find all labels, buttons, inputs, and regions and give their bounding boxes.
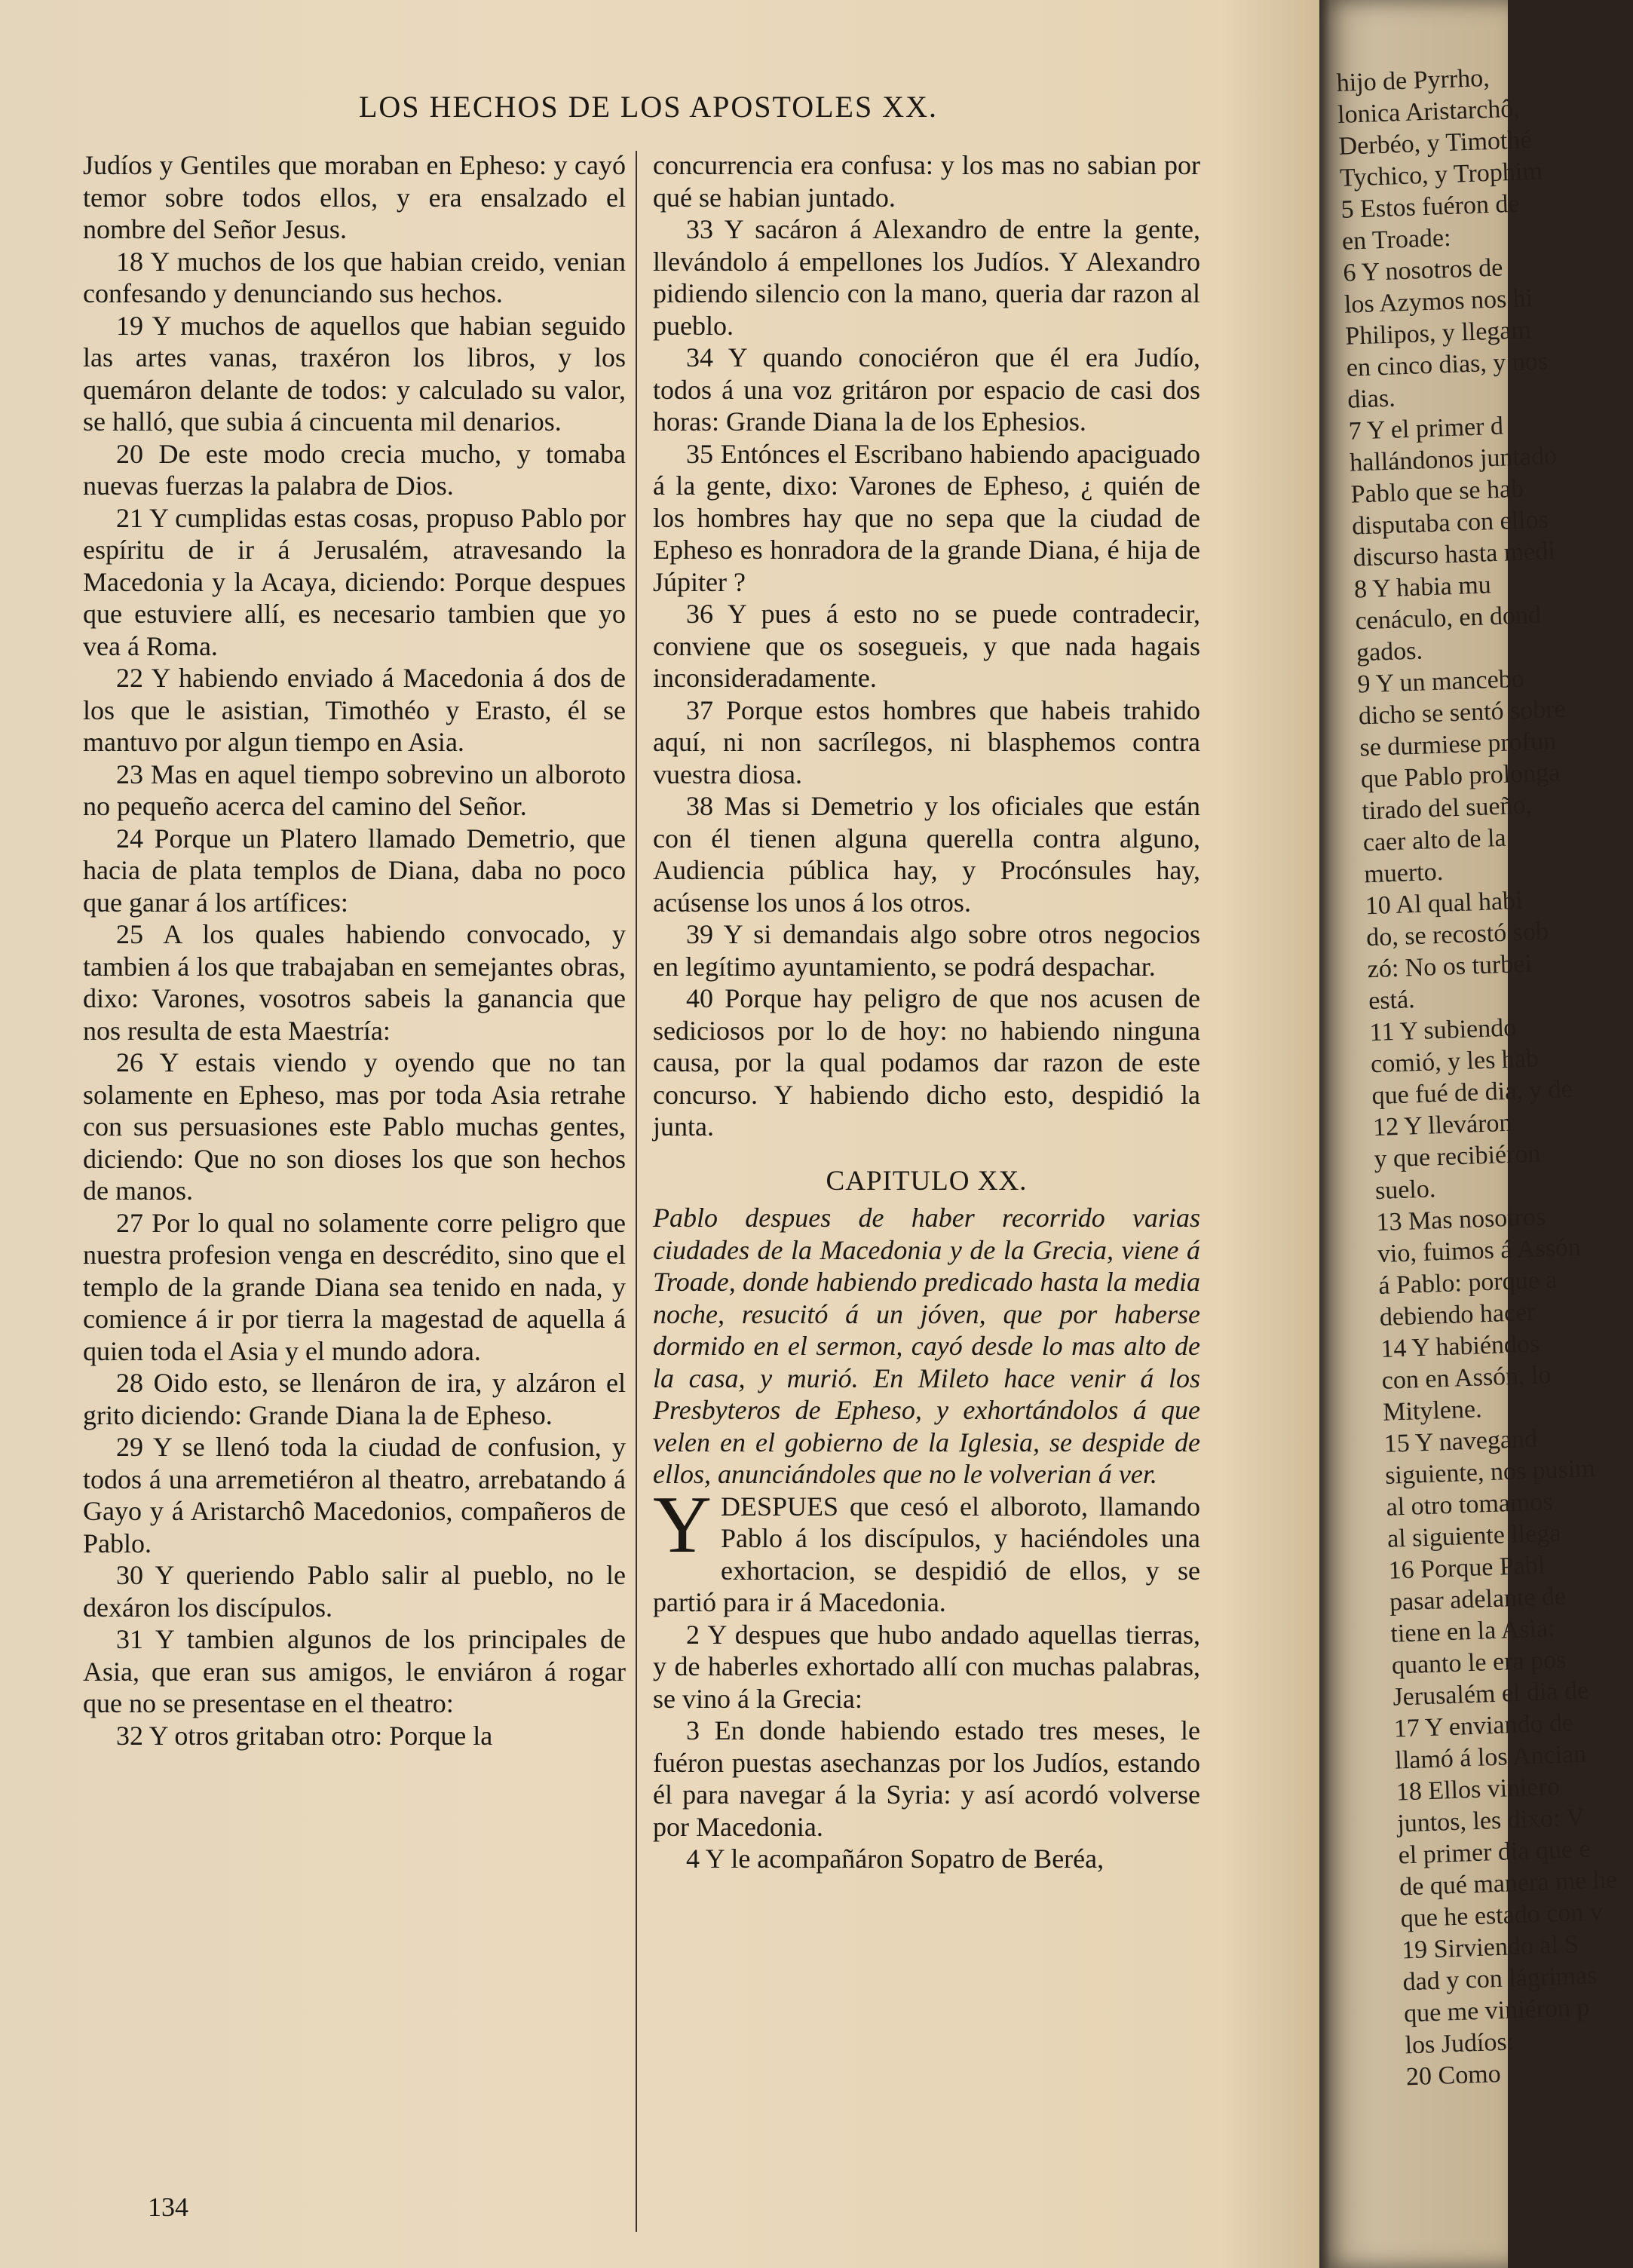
verse-paragraph: 2 Y despues que hubo andado aquellas tierras, y de haberles exhortado allí con muchas palabras, se vino á la Grecia: xyxy=(653,1619,1200,1714)
facing-page-line: cenáculo, en dond xyxy=(1354,600,1542,636)
facing-page-line: 6 Y nosotros de xyxy=(1342,253,1503,287)
facing-page-line: 15 Y navegand xyxy=(1383,1424,1538,1458)
facing-page-line: en cinco dias, y nos xyxy=(1346,347,1549,382)
facing-page-line: que fué de dia, y de xyxy=(1371,1074,1573,1111)
verse-paragraph: 30 Y queriendo Pablo salir al pueblo, no le dexáron los discípulos. xyxy=(83,1560,626,1623)
facing-page-line: dad y con lágrimas xyxy=(1402,1961,1598,1997)
facing-page-line: 11 Y subiendo xyxy=(1369,1013,1517,1047)
facing-page-line: 9 Y un mancebo xyxy=(1356,664,1525,699)
facing-page-line: 8 Y habia mu xyxy=(1353,571,1492,604)
facing-page-line: que Pablo prolonga xyxy=(1360,759,1561,794)
verse-paragraph: 28 Oido esto, se llenáron de ira, y alzáron el grito diciendo: Grande Diana la de Epheso. xyxy=(83,1368,626,1430)
verse-paragraph: 36 Y pues á esto no se puede contradecir, conviene que os sosegueis, y que nada hagais inconsideradamente. xyxy=(653,599,1200,693)
facing-page-line: pasar adelante de xyxy=(1389,1582,1567,1617)
verse-paragraph: 22 Y habiendo enviado á Macedonia á dos de los que le asistian, Timothéo y Erasto, él se mantuvo por algun tiempo en Asia. xyxy=(83,663,626,757)
facing-page-line: zó: No os turbei xyxy=(1367,949,1533,984)
facing-page-line: juntos, les dixo: V xyxy=(1396,1803,1586,1838)
facing-page-line: quanto le era pos xyxy=(1391,1645,1567,1680)
facing-page-line: lonica Aristarchô, xyxy=(1337,94,1521,129)
facing-page-line: el primer dia que e xyxy=(1398,1834,1592,1870)
verse-paragraph: 20 De este modo crecia mucho, y tomaba nuevas fuerzas la palabra de Dios. xyxy=(83,438,626,501)
facing-page-line: 10 Al qual habi xyxy=(1365,887,1524,921)
facing-page-line: vio, fuimos á Assón xyxy=(1377,1233,1582,1269)
verse-paragraph: 40 Porque hay peligro de que nos acusen de sediciosos por lo de hoy: no habiendo ninguna causa, por la qual podamos dar razon de este concurso. Y habiendo dicho esto, despidió la junta. xyxy=(653,983,1200,1142)
facing-page-line: dicho se sentó sobre xyxy=(1358,694,1567,731)
facing-page-line: llamó á los Ancian xyxy=(1394,1739,1587,1775)
facing-page-line: 20 Como xyxy=(1405,2060,1502,2092)
verse-paragraph: 37 Porque estos hombres que habeis trahido aquí, ni non sacrílegos, ni blasphemos contra vuestra diosa. xyxy=(653,694,1200,789)
facing-page-line: se durmiese profun xyxy=(1359,727,1557,762)
verse-paragraph: 23 Mas en aquel tiempo sobrevino un alboroto no pequeño acerca del camino del Señor. xyxy=(83,759,626,821)
chapter-first-verse xyxy=(653,1479,1200,1619)
facing-page-line: Jerusalém el dia de xyxy=(1392,1676,1589,1712)
facing-page-line: gados. xyxy=(1356,636,1423,667)
running-header: LOS HECHOS DE LOS APOSTOLES XX. xyxy=(358,90,938,124)
facing-page-line: do, se recostó sob xyxy=(1365,917,1549,952)
facing-page-line: caer alto de la xyxy=(1362,823,1507,857)
verse-paragraph: 4 Y le acompañáron Sopatro de Beréa, xyxy=(686,1844,1104,1874)
verse-paragraph: 21 Y cumplidas estas cosas, propuso Pablo por espíritu de ir á Jerusalém, atravesando la Macedonia y la Acaya, diciendo: Porque despues que estuviere allí, es necesario tambien que yo vea á Roma. xyxy=(83,502,626,661)
facing-page-line: comió, y les hab xyxy=(1370,1044,1540,1079)
verse-paragraph: 3 En donde habiendo estado tres meses, le fuéron puestas asechanzas por los Judíos, estando él para navegar á la Syria: y así acordó volverse por Macedonia. xyxy=(653,1715,1200,1842)
facing-page-line: 18 Ellos viniero xyxy=(1396,1773,1561,1807)
verse-paragraph: 29 Y se llenó toda la ciudad de confusion, y todos á una arremetiéron al theatro, arrebatando á Gayo y á Aristarchô Macedonios, compañeros de Pablo. xyxy=(83,1432,626,1558)
verse-paragraph: 35 Entónces el Escribano habiendo apaciguado á la gente, dixo: Varones de Epheso, ¿ quién de los hombres hay que no sepa que la ciudad de Epheso es honradora de la grande Diana, é hija de Júpiter ? xyxy=(653,438,1200,597)
chapter-title: CAPITULO XX. xyxy=(826,1165,1028,1197)
verse-paragraph: 18 Y muchos de los que habian creido, venian confesando y denunciando sus hechos. xyxy=(83,246,626,308)
verse-paragraph: 19 Y muchos de aquellos que habian seguido las artes vanas, traxéron los libros, y los quemáron delante de todos: y calculado su valor, se halló, que subia á cincuenta mil denarios. xyxy=(83,310,626,437)
facing-page-line: 13 Mas nosotros xyxy=(1375,1203,1546,1237)
verse-paragraph: 32 Y otros gritaban otro: Porque la xyxy=(116,1720,493,1751)
facing-page-line: muerto. xyxy=(1363,857,1444,889)
right-column-verses-after xyxy=(653,1619,1200,1875)
verse-paragraph: Judíos y Gentiles que moraban en Epheso: y cayó temor sobre todos ellos, y era ensalzado el nombre del Señor Jesus. xyxy=(83,150,626,244)
facing-page-line: discurso hasta medi xyxy=(1353,537,1556,572)
verse-paragraph: 33 Y sacáron á Alexandro de entre la gente, llevándolo á empellones los Judíos. Y Alexandro pidiendo silencio con la mano, queria dar razon al pueblo. xyxy=(653,214,1200,341)
facing-page-line: en Troade: xyxy=(1341,223,1452,256)
chapter-summary: Pablo despues de haber recorrido varias ciudades de la Macedonia y de la Grecia, viene á Troade, donde habiendo predicado hasta la media noche, resucitó á un jóven, que por haberse dormido en el sermon, cayó desde lo mas alto de la casa, y murió. En Mileto hace venir á los Presbyteros de Epheso, y exhortándolos á que velen en el gobierno de la Iglesia, se despide de ellos, anunciándoles que no le volverian á ver. xyxy=(653,1203,1200,1489)
facing-page-line: 14 Y habiéndos xyxy=(1380,1329,1540,1363)
facing-page-line: Mitylene. xyxy=(1382,1395,1483,1427)
facing-page-line: debiendo hacer xyxy=(1379,1298,1536,1332)
facing-page-line: siguiente, nos pusim xyxy=(1384,1454,1596,1490)
column-divider xyxy=(636,151,637,2232)
facing-page-line: 17 Y enviando de xyxy=(1393,1709,1574,1743)
facing-page-line: 19 Sirviendo al S xyxy=(1401,1930,1579,1965)
verse-paragraph: 39 Y si demandais algo sobre otros negocios en legítimo ayuntamiento, se podrá despachar. xyxy=(653,919,1200,982)
facing-page-line: al siguiente llega xyxy=(1386,1519,1562,1553)
verse-paragraph: 24 Porque un Platero llamado Demetrio, que hacia de plata templos de Diana, daba no poco que ganar á los artífices: xyxy=(83,823,626,918)
facing-page-line: con en Assón, lo xyxy=(1381,1361,1552,1395)
facing-page-line: á Pablo: porque a xyxy=(1377,1265,1558,1301)
verse-paragraph: 27 Por lo qual no solamente corre peligro que nuestra profesion venga en descrédito, sino que el templo de la grande Diana sea tenido en nada, y comience á ir por tierra la magestad de aquella á quien toda el Asia y el mundo adora. xyxy=(83,1207,626,1366)
facing-page-edge xyxy=(1319,0,1618,2268)
facing-page-line: hijo de Pyrrho, xyxy=(1336,63,1491,97)
facing-page-line: 5 Estos fuéron de xyxy=(1340,189,1521,224)
facing-page-line: Tychico, y Trophim xyxy=(1339,157,1543,192)
facing-page-line: los Judíos: xyxy=(1404,2027,1515,2060)
facing-page-line: disputaba con ellos xyxy=(1351,505,1549,541)
facing-page-line: que he estado con v xyxy=(1400,1898,1604,1933)
first-verse-text: DESPUES que cesó el alboroto, llamando Pablo á los discípulos, y haciéndoles una exhortacion, se despidió de ellos, y se partió para ir á Macedonia. xyxy=(653,1491,1200,1617)
facing-page-line: suelo. xyxy=(1374,1175,1436,1206)
facing-page-line: 16 Porque Pabl xyxy=(1387,1551,1546,1585)
facing-page-line: está. xyxy=(1368,985,1416,1016)
right-column xyxy=(653,149,1200,1875)
facing-page-line: 12 Y lleváron xyxy=(1372,1108,1513,1142)
facing-page-line: al otro tomamos xyxy=(1386,1488,1554,1522)
facing-page-line: y que recibiéron xyxy=(1373,1139,1541,1174)
verse-paragraph: concurrencia era confusa: y los mas no sabian por qué se habian juntado. xyxy=(653,150,1200,213)
verse-paragraph: 34 Y quando conociéron que él era Judío, todos á una voz gritáron por espacio de casi dos horas: Grande Diana la de los Ephesios. xyxy=(653,342,1200,437)
facing-page-line: tiene en la Asia: xyxy=(1389,1614,1556,1648)
facing-page-line: que me viniéron p xyxy=(1403,1993,1591,2028)
facing-page-line: hallándonos juntado xyxy=(1349,442,1558,477)
facing-page-line: de qué manera me he xyxy=(1399,1865,1618,1902)
facing-page-line: dias. xyxy=(1347,384,1396,414)
right-column-verses xyxy=(653,149,1200,1143)
drop-cap: Y xyxy=(653,1479,712,1570)
verse-paragraph: 31 Y tambien algunos de los principales de Asia, que eran sus amigos, le enviáron á rogar que no se presentase en el theatro: xyxy=(83,1624,626,1718)
facing-page-line: tirado del sueño, xyxy=(1361,791,1533,826)
verse-paragraph: 26 Y estais viendo y oyendo que no tan solamente en Epheso, mas por toda Asia retrahe con sus persuasiones este Pablo muchas gentes, diciendo: Que no son dioses los que son hechos de manos. xyxy=(83,1047,626,1206)
facing-page-text xyxy=(1336,60,1633,2094)
facing-page-line: Pablo que se hab xyxy=(1350,474,1524,509)
facing-page-line: Philipos, y llegam xyxy=(1344,316,1532,351)
left-column xyxy=(83,149,626,1752)
facing-page-line: 7 Y el primer d xyxy=(1348,412,1504,446)
verse-paragraph: 25 A los quales habiendo convocado, y tambien á los que trabajaban en semejantes obras, dixo: Varones, vosotros sabeis la ganancia que nos resulta de esta Maestría: xyxy=(83,919,626,1046)
facing-page-line: los Azymos nos hi xyxy=(1343,284,1533,319)
facing-page-line: Derbéo, y Timothé xyxy=(1338,126,1533,161)
verse-paragraph: 38 Mas si Demetrio y los oficiales que están con él tienen alguna querella contra alguno, Audiencia pública hay, y Procónsules hay, acúsense los unos á los otros. xyxy=(653,791,1200,918)
page-number: 134 xyxy=(148,2192,188,2222)
